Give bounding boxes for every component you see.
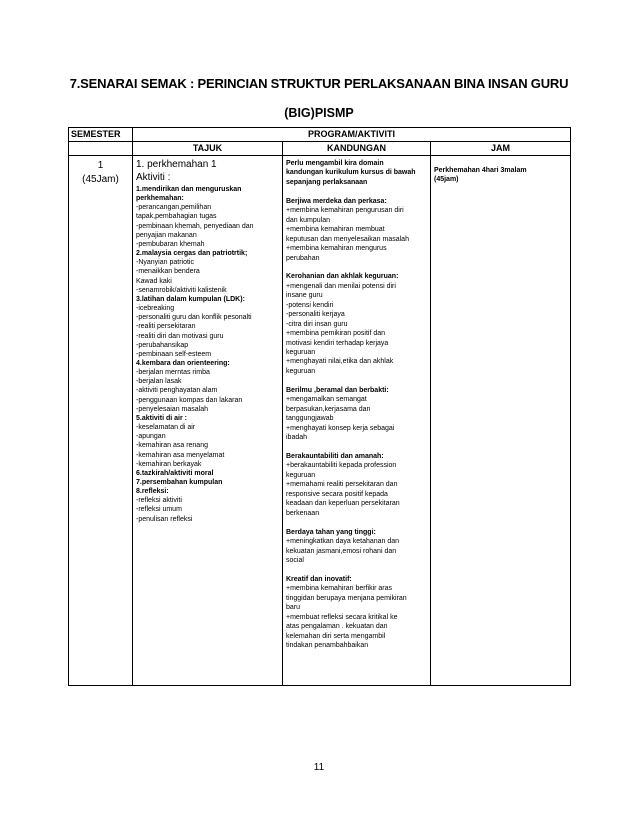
kandungan-line: tindakan penambahbaikan	[286, 642, 369, 650]
kandungan-line: keguruan	[286, 471, 316, 479]
tajuk-line: -realiti persekitaran	[136, 323, 196, 331]
semester-number: 1	[97, 160, 104, 171]
kandungan-line: +mengenali dan menilai potensi diri	[286, 282, 396, 290]
kandungan-line: +membina kemahiran membuat	[286, 226, 385, 234]
tajuk-line: 8.refleksi:	[136, 488, 169, 496]
kandungan-line: +membina pemikiran positif dan	[286, 330, 386, 338]
tajuk-line: perkhemahan:	[136, 195, 184, 203]
kandungan-line-gap	[286, 376, 427, 385]
kandungan-line: Perlu mengambil kira domain	[286, 160, 384, 167]
tajuk-subtitle: Aktiviti :	[136, 172, 171, 183]
kandungan-line-gap	[286, 263, 427, 272]
tajuk-line: -kemahiran berkayak	[136, 460, 202, 468]
tajuk-line: -personaliti guru dan konflik pesonalti	[136, 314, 252, 322]
kandungan-line: kelemahan diri serta mengambil	[286, 632, 386, 640]
kandungan-line: perubahan	[286, 254, 320, 262]
tajuk-line: -aktiviti penghayatan alam	[136, 387, 218, 395]
kandungan-line: ibadah	[286, 434, 308, 442]
header-program: PROGRAM/AKTIVITI	[133, 128, 571, 142]
kandungan-line: tinggidan berupaya menjana pemikiran	[286, 594, 407, 602]
kandungan-line: +meningkatkan daya ketahanan dan	[286, 538, 400, 546]
tajuk-line: penyajian makanan	[136, 231, 197, 239]
kandungan-line: +membina kemahiran pengurusan diri	[286, 207, 404, 215]
tajuk-line: -keselamatan di air	[136, 424, 196, 432]
jam-line: (45jam)	[434, 176, 459, 184]
kandungan-line: +menghayati konsep kerja sebagai	[286, 424, 395, 432]
kandungan-line: +membina kemahiran berfikir aras	[286, 585, 393, 593]
header-jam: JAM	[431, 142, 571, 156]
kandungan-line: atas pengalaman . kekuatan dan	[286, 623, 388, 631]
kandungan-line: sepanjang perlaksanaan	[286, 178, 368, 186]
kandungan-line: +berakauntabiliti kepada profession	[286, 462, 397, 470]
tajuk-line: -menaikkan bendera	[136, 268, 200, 276]
tajuk-title: 1. perkhemahan 1	[136, 159, 217, 170]
tajuk-line: -apungan	[136, 433, 166, 441]
header-semester: SEMESTER	[69, 128, 133, 142]
kandungan-line: +membuat refleksi secara kritikal ke	[286, 613, 398, 621]
kandungan-line-gap	[286, 565, 427, 574]
header-empty	[69, 142, 133, 156]
tajuk-line: -perancangan,pemilihan	[136, 204, 212, 212]
kandungan-line: kandungan kurikulum kursus di bawah	[286, 169, 416, 177]
tajuk-line: -realiti diri dan motivasi guru	[136, 332, 224, 340]
kandungan-line: -citra diri insan guru	[286, 320, 348, 328]
tajuk-line: -penggunaan kompas dan lakaran	[136, 396, 243, 404]
kandungan-line: Berakauntabiliti dan amanah:	[286, 452, 384, 460]
tajuk-line: 2.malaysia cergas dan patriotrtik;	[136, 250, 248, 258]
tajuk-line: -kemahiran asa menyelamat	[136, 451, 225, 459]
kandungan-line-gap	[286, 518, 427, 527]
kandungan-line: Kreatif dan inovatif:	[286, 575, 352, 583]
kandungan-cell	[283, 156, 431, 686]
jam-list	[434, 166, 567, 185]
tajuk-line: -icebreaking	[136, 305, 175, 313]
kandungan-line: keadaan dan keperluan persekitaran	[286, 500, 400, 508]
kandungan-line: keguruan	[286, 367, 316, 375]
header-tajuk: TAJUK	[133, 142, 283, 156]
tajuk-line: -berjalan lasak	[136, 378, 182, 386]
tajuk-line: -penyelesaian masalah	[136, 405, 208, 413]
tajuk-line: 3.latihan dalam kumpulan (LDK):	[136, 295, 245, 303]
kandungan-line: -potensi kendiri	[286, 301, 334, 309]
kandungan-line: motivasi kendiri terhadap kerjaya	[286, 339, 389, 347]
kandungan-line: Berilmu ,beramal dan berbakti:	[286, 386, 389, 394]
header-kandungan: KANDUNGAN	[283, 142, 431, 156]
tajuk-line: -penulisan refleksi	[136, 515, 193, 523]
kandungan-line: responsive secara positif kepada	[286, 490, 388, 498]
tajuk-line: 5.aktiviti di air :	[136, 414, 187, 422]
kandungan-line: +mengamalkan semangat	[286, 396, 367, 404]
semester-cell	[69, 156, 133, 686]
kandungan-line: +memahami realiti persekitaran dan	[286, 481, 398, 489]
tajuk-line: -Nyanyian patriotic	[136, 259, 194, 267]
tajuk-line: 1.mendirikan dan menguruskan	[136, 186, 242, 193]
tajuk-line: -refleksi aktiviti	[136, 497, 182, 505]
tajuk-list	[136, 185, 279, 524]
tajuk-line: -berjalan merntas rimba	[136, 369, 210, 377]
kandungan-line: -personaliti kerjaya	[286, 311, 345, 319]
kandungan-list	[286, 159, 427, 650]
kandungan-line: kekuatan jasmani,emosi rohani dan	[286, 547, 397, 555]
document-subtitle: (BIG)PISMP	[284, 106, 354, 120]
jam-cell	[431, 156, 571, 686]
tajuk-line: Kawad kaki	[136, 277, 172, 285]
tajuk-line: -pembinaan self-esteem	[136, 350, 212, 358]
document-title: 7.SENARAI SEMAK : PERINCIAN STRUKTUR PERLAKSANAAN BINA INSAN GURU	[69, 76, 569, 91]
tajuk-cell	[133, 156, 283, 686]
kandungan-line: berkenaan	[286, 509, 320, 517]
tajuk-line: -refleksi umum	[136, 506, 182, 514]
tajuk-line: -kemahiran asa renang	[136, 442, 208, 450]
kandungan-line: keputusan dan menyelesaikan masalah	[286, 235, 409, 243]
kandungan-line: tanggungjawab	[286, 415, 334, 423]
kandungan-line-gap	[286, 187, 427, 196]
kandungan-line: +menghayati nilai,etika dan akhlak	[286, 358, 394, 366]
tajuk-line: -pembinaan khemah, penyediaan dan	[136, 222, 254, 230]
kandungan-line-gap	[286, 443, 427, 452]
kandungan-line: +membina kemahiran mengurus	[286, 245, 387, 253]
semester-hours: (45Jam)	[82, 174, 119, 185]
kandungan-line: Berjiwa merdeka dan perkasa:	[286, 197, 387, 205]
tajuk-line: tapak,pembahagian tugas	[136, 213, 217, 221]
kandungan-line: berpasukan,kerjasama dan	[286, 405, 371, 413]
tajuk-line: 6.tazkirah/aktiviti moral	[136, 469, 214, 477]
tajuk-line: -perubahansikap	[136, 341, 189, 349]
kandungan-line: Kerohanian dan akhlak keguruan:	[286, 273, 399, 281]
tajuk-line: 7.persembahan kumpulan	[136, 479, 223, 486]
jam-line: Perkhemahan 4hari 3malam	[434, 167, 527, 174]
kandungan-line: insane guru	[286, 292, 323, 300]
kandungan-line: keguruan	[286, 349, 316, 357]
kandungan-line: baru	[286, 604, 301, 612]
checklist-table	[68, 127, 571, 686]
tajuk-line: -senamrobik/aktiviti kalistenik	[136, 286, 227, 294]
tajuk-line: -pembubaran khemah	[136, 240, 205, 248]
kandungan-line: social	[286, 556, 304, 564]
tajuk-line: 4.kembara dan orienteering:	[136, 359, 230, 367]
kandungan-line: Berdaya tahan yang tinggi:	[286, 528, 376, 536]
kandungan-line: dan kumpulan	[286, 216, 330, 224]
page-number: 11	[313, 762, 325, 773]
